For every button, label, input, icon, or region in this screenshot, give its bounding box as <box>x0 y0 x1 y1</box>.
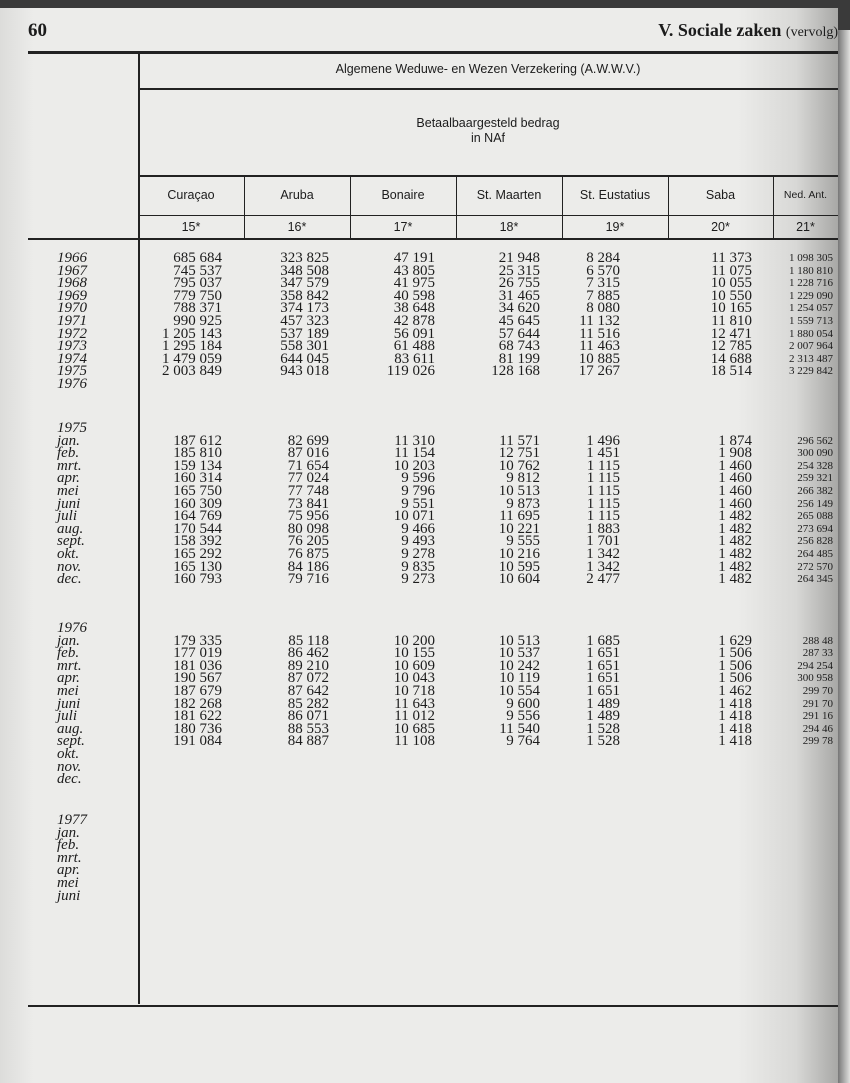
table-cell: 83 611 <box>394 350 435 367</box>
table-cell: 182 268 <box>173 695 222 712</box>
table-cell: 158 392 <box>173 533 222 550</box>
table-cell: 10 165 <box>710 300 752 317</box>
table-cell: 170 544 <box>173 520 222 537</box>
section-year-heading: 1975 <box>57 420 87 436</box>
row-label: sept. <box>57 733 85 750</box>
table-cell: 299 78 <box>802 735 833 748</box>
table-cell: 1 629 <box>718 632 752 649</box>
table-cell: 12 785 <box>710 338 752 355</box>
row-label: mei <box>57 875 79 891</box>
table-cell: 374 173 <box>280 300 329 317</box>
table-cell: 160 793 <box>173 571 222 588</box>
table-cell: 9 555 <box>506 533 540 550</box>
table-cell: 10 609 <box>393 657 435 674</box>
table-cell: 10 554 <box>498 683 540 699</box>
table-cell: 10 119 <box>499 670 540 687</box>
table-cell: 1 528 <box>586 733 620 750</box>
table-cell: 177 019 <box>173 645 222 662</box>
column-divider <box>244 176 245 239</box>
table-cell: 1 115 <box>586 470 620 487</box>
column-number: 17* <box>393 220 413 234</box>
table-cell: 9 812 <box>506 470 540 487</box>
table-cell: 159 134 <box>173 457 222 474</box>
table-cell: 165 130 <box>173 558 222 575</box>
row-label: apr. <box>57 862 80 879</box>
table-cell: 1 506 <box>718 670 752 687</box>
table-cell: 47 191 <box>393 250 435 266</box>
table-cell: 8 080 <box>586 300 620 317</box>
row-label: okt. <box>57 746 80 762</box>
column-divider <box>456 176 457 239</box>
row-label: 1967 <box>57 262 87 279</box>
table-cell: 180 736 <box>173 720 222 737</box>
table-cell: 2 313 487 <box>789 352 833 365</box>
title-rule <box>138 88 838 90</box>
table-cell: 265 088 <box>797 510 833 523</box>
table-cell: 11 310 <box>394 432 435 449</box>
row-label: 1974 <box>57 350 87 367</box>
table-cell: 85 118 <box>288 632 329 649</box>
table-cell: 1 880 054 <box>789 327 833 340</box>
table-cell: 9 596 <box>401 470 435 487</box>
column-header: Bonaire <box>381 188 425 202</box>
column-header: Curaçao <box>167 188 215 202</box>
table-cell: 14 688 <box>710 350 752 367</box>
table-cell: 1 482 <box>718 558 752 575</box>
table-cell: 1 701 <box>586 533 620 550</box>
table-cell: 9 278 <box>401 546 435 562</box>
table-cell: 11 810 <box>711 313 752 329</box>
table-cell: 273 694 <box>797 522 833 535</box>
table-cell: 10 155 <box>393 645 435 662</box>
table-cell: 85 282 <box>287 695 329 712</box>
table-cell: 323 825 <box>280 250 329 266</box>
table-cell: 795 037 <box>173 275 222 292</box>
table-cell: 558 301 <box>280 338 329 355</box>
row-label: 1972 <box>57 325 87 342</box>
table-cell: 190 567 <box>173 670 222 687</box>
table-cell: 179 335 <box>173 632 222 649</box>
table-cell: 10 885 <box>578 350 620 367</box>
table-cell: 84 186 <box>287 558 329 575</box>
table-cell: 1 098 305 <box>789 252 833 264</box>
table-cell: 10 537 <box>498 645 540 662</box>
column-header: Ned. Ant. <box>783 189 828 201</box>
table-cell: 11 516 <box>579 325 620 342</box>
table-cell: 84 887 <box>287 733 329 750</box>
table-cell: 10 043 <box>393 670 435 687</box>
document-page <box>0 8 838 1083</box>
section-title-suffix: (vervolg) <box>785 25 838 40</box>
table-cell: 537 189 <box>280 325 329 342</box>
table-cell: 256 149 <box>797 497 833 510</box>
column-number: 19* <box>605 220 625 234</box>
table-cell: 348 508 <box>280 262 329 279</box>
table-cell: 685 684 <box>173 250 222 266</box>
subtitle-line-1: Betaalbaargesteld bedrag <box>416 116 560 130</box>
table-cell: 10 200 <box>393 632 435 649</box>
section-year-heading: 1977 <box>57 812 87 828</box>
table-cell: 10 762 <box>498 457 540 474</box>
table-cell: 165 750 <box>173 483 222 499</box>
table-cell: 31 465 <box>498 287 540 304</box>
table-cell: 1 506 <box>718 657 752 674</box>
table-cell: 10 242 <box>498 657 540 674</box>
column-number: 18* <box>499 220 519 234</box>
table-cell: 9 835 <box>401 558 435 575</box>
table-cell: 1 496 <box>586 432 620 449</box>
table-cell: 40 598 <box>393 287 435 304</box>
table-cell: 1 479 059 <box>162 350 222 367</box>
table-cell: 187 612 <box>173 432 222 449</box>
table-cell: 68 743 <box>498 338 540 355</box>
subtitle-line-2: in NAf <box>470 131 506 145</box>
table-cell: 1 651 <box>586 645 620 662</box>
table-cell: 299 70 <box>802 685 833 697</box>
table-cell: 1 651 <box>586 670 620 687</box>
table-cell: 300 090 <box>797 447 833 460</box>
table-cell: 10 071 <box>393 508 435 525</box>
row-label: 1973 <box>57 338 87 355</box>
table-cell: 11 571 <box>499 432 540 449</box>
table-cell: 10 604 <box>498 571 540 588</box>
page-number: 60 <box>28 20 47 41</box>
section-title <box>658 20 838 41</box>
table-cell: 291 16 <box>802 710 833 723</box>
table-cell: 990 925 <box>173 313 222 329</box>
table-cell: 10 203 <box>393 457 435 474</box>
table-cell: 1 559 713 <box>789 315 833 327</box>
table-cell: 264 485 <box>797 548 833 560</box>
column-header: Aruba <box>280 188 314 202</box>
table-cell: 11 012 <box>394 708 435 725</box>
table-top-rule <box>28 51 838 54</box>
column-number: 21* <box>796 220 815 234</box>
column-divider <box>668 176 669 239</box>
table-cell: 1 460 <box>718 470 752 487</box>
table-cell: 10 216 <box>498 546 540 562</box>
table-cell: 81 199 <box>498 350 540 367</box>
table-cell: 2 003 849 <box>162 363 222 380</box>
table-cell: 9 493 <box>401 533 435 550</box>
row-label: 1968 <box>57 275 87 292</box>
table-cell: 259 321 <box>797 472 833 485</box>
table-cell: 42 878 <box>393 313 435 329</box>
row-label: apr. <box>57 670 80 687</box>
table-cell: 11 154 <box>394 445 435 462</box>
table-cell: 1 418 <box>718 708 752 725</box>
table-cell: 1 460 <box>718 495 752 512</box>
table-cell: 38 648 <box>393 300 435 317</box>
table-cell: 10 513 <box>498 632 540 649</box>
table-cell: 11 108 <box>394 733 435 750</box>
table-cell: 3 229 842 <box>789 365 833 378</box>
table-cell: 1 482 <box>718 533 752 550</box>
row-label: aug. <box>57 720 84 737</box>
row-label: juli <box>57 508 78 525</box>
table-cell: 7 315 <box>586 275 620 292</box>
table-cell: 80 098 <box>287 520 329 537</box>
column-header: Saba <box>705 188 736 202</box>
table-cell: 34 620 <box>498 300 540 317</box>
table-cell: 2 477 <box>586 571 620 588</box>
row-label: juni <box>57 695 81 712</box>
table-cell: 9 466 <box>401 520 435 537</box>
table-cell: 11 132 <box>579 313 620 329</box>
table-cell: 1 482 <box>718 520 752 537</box>
row-label: aug. <box>57 520 84 537</box>
table-cell: 1 115 <box>586 483 620 499</box>
row-label: 1966 <box>57 250 87 266</box>
table-cell: 1 418 <box>718 733 752 750</box>
table-cell: 296 562 <box>797 434 833 447</box>
table-cell: 1 342 <box>586 558 620 575</box>
table-cell: 1 482 <box>718 546 752 562</box>
table-cell: 77 024 <box>287 470 329 487</box>
table-cell: 1 908 <box>718 445 752 462</box>
row-label: mrt. <box>57 657 82 674</box>
table-cell: 1 451 <box>586 445 620 462</box>
row-label: juni <box>57 495 81 512</box>
table-cell: 77 748 <box>287 483 329 499</box>
table-cell: 87 642 <box>287 683 329 699</box>
table-cell: 191 084 <box>173 733 222 750</box>
row-label: nov. <box>57 558 82 575</box>
table-cell: 56 091 <box>393 325 435 342</box>
adjacent-page-edge <box>838 30 850 1083</box>
table-cell: 71 654 <box>287 457 329 474</box>
table-cell: 9 600 <box>506 695 540 712</box>
table-cell: 1 115 <box>586 457 620 474</box>
table-cell: 1 482 <box>718 508 752 525</box>
row-label: juli <box>57 708 78 725</box>
row-label: jan. <box>57 632 80 649</box>
table-cell: 89 210 <box>287 657 329 674</box>
table-cell: 8 284 <box>586 250 620 266</box>
table-cell: 1 528 <box>586 720 620 737</box>
row-label: feb. <box>57 445 80 462</box>
table-cell: 1 418 <box>718 720 752 737</box>
table-subtitle <box>138 116 838 146</box>
table-cell: 9 273 <box>401 571 435 588</box>
row-label: juni <box>57 887 81 904</box>
row-label: mrt. <box>57 457 82 474</box>
row-label: feb. <box>57 837 80 854</box>
table-cell: 9 764 <box>506 733 540 750</box>
table-cell: 79 716 <box>287 571 329 588</box>
row-label: 1975 <box>57 363 87 380</box>
column-divider <box>350 176 351 239</box>
table-cell: 294 46 <box>802 722 833 735</box>
table-cell: 1 651 <box>586 657 620 674</box>
row-label: mrt. <box>57 849 82 866</box>
table-cell: 41 975 <box>393 275 435 292</box>
table-cell: 644 045 <box>280 350 329 367</box>
row-label: jan. <box>57 432 80 449</box>
table-cell: 9 796 <box>401 483 435 499</box>
table-cell: 11 540 <box>499 720 540 737</box>
table-cell: 254 328 <box>797 459 833 472</box>
column-number: 20* <box>711 220 730 234</box>
table-cell: 21 948 <box>498 250 540 266</box>
row-label: nov. <box>57 758 82 775</box>
table-cell: 1 180 810 <box>789 264 833 277</box>
table-cell: 11 075 <box>711 262 752 279</box>
table-cell: 25 315 <box>498 262 540 279</box>
table-cell: 75 956 <box>287 508 329 525</box>
table-cell: 57 644 <box>498 325 540 342</box>
table-cell: 266 382 <box>797 485 833 497</box>
row-label: 1969 <box>57 287 87 304</box>
section-title-text: V. Sociale zaken <box>658 20 782 40</box>
table-cell: 73 841 <box>287 495 329 512</box>
table-cell: 943 018 <box>280 363 329 380</box>
table-cell: 287 33 <box>802 647 833 660</box>
table-cell: 10 685 <box>393 720 435 737</box>
table-cell: 160 309 <box>173 495 222 512</box>
table-cell: 264 345 <box>797 573 833 586</box>
table-cell: 256 828 <box>797 535 833 548</box>
table-cell: 76 875 <box>287 546 329 562</box>
table-cell: 788 371 <box>173 300 222 317</box>
row-label: apr. <box>57 470 80 487</box>
table-cell: 1 506 <box>718 645 752 662</box>
table-cell: 1 883 <box>586 520 620 537</box>
table-cell: 160 314 <box>173 470 222 487</box>
table-cell: 187 679 <box>173 683 222 699</box>
table-cell: 76 205 <box>287 533 329 550</box>
table-cell: 7 885 <box>586 287 620 304</box>
section-year-heading: 1976 <box>57 620 87 636</box>
row-label: 1976 <box>57 376 87 392</box>
table-cell: 86 071 <box>287 708 329 725</box>
table-cell: 457 323 <box>280 313 329 329</box>
table-cell: 18 514 <box>710 363 752 380</box>
table-cell: 45 645 <box>498 313 540 329</box>
table-cell: 10 513 <box>498 483 540 499</box>
column-number: 16* <box>287 220 307 234</box>
table-cell: 87 072 <box>287 670 329 687</box>
row-label: 1971 <box>57 313 87 329</box>
table-cell: 9 873 <box>506 495 540 512</box>
table-bottom-rule <box>28 1005 838 1007</box>
table-cell: 291 70 <box>802 697 833 710</box>
table-cell: 745 537 <box>173 262 222 279</box>
table-cell: 185 810 <box>173 445 222 462</box>
table-cell: 12 471 <box>710 325 752 342</box>
table-cell: 294 254 <box>797 659 833 672</box>
table-cell: 9 556 <box>506 708 540 725</box>
table-cell: 1 460 <box>718 457 752 474</box>
table-cell: 12 751 <box>498 445 540 462</box>
table-cell: 10 055 <box>710 275 752 292</box>
table-cell: 1 254 057 <box>789 302 833 315</box>
table-cell: 11 643 <box>394 695 435 712</box>
table-cell: 288 48 <box>802 634 833 647</box>
column-number: 15* <box>181 220 201 234</box>
table-cell: 1 228 716 <box>789 277 833 290</box>
table-cell: 181 622 <box>173 708 222 725</box>
row-label: sept. <box>57 533 85 550</box>
table-cell: 1 115 <box>586 508 620 525</box>
table-cell: 1 342 <box>586 546 620 562</box>
row-label: okt. <box>57 546 80 562</box>
table-cell: 1 462 <box>718 683 752 699</box>
table-cell: 10 595 <box>498 558 540 575</box>
table-cell: 10 221 <box>498 520 540 537</box>
table-cell: 82 699 <box>287 432 329 449</box>
table-cell: 11 463 <box>579 338 620 355</box>
table-cell: 11 695 <box>499 508 540 525</box>
table-cell: 26 755 <box>498 275 540 292</box>
row-label: feb. <box>57 645 80 662</box>
table-cell: 358 842 <box>280 287 329 304</box>
table-cell: 1 874 <box>718 432 752 449</box>
table-cell: 1 489 <box>586 695 620 712</box>
table-cell: 1 489 <box>586 708 620 725</box>
column-divider <box>562 176 563 239</box>
table-cell: 6 570 <box>586 262 620 279</box>
table-cell: 165 292 <box>173 546 222 562</box>
table-cell: 87 016 <box>287 445 329 462</box>
table-title: Algemene Weduwe- en Wezen Verzekering (A.W.W.V.) <box>335 62 641 76</box>
column-header: St. Eustatius <box>579 188 651 202</box>
table-cell: 1 651 <box>586 683 620 699</box>
table-cell: 2 007 964 <box>789 340 833 353</box>
row-label: jan. <box>57 824 80 841</box>
row-label: mei <box>57 683 79 699</box>
table-cell: 88 553 <box>287 720 329 737</box>
table-cell: 17 267 <box>578 363 620 380</box>
table-cell: 128 168 <box>491 363 540 380</box>
table-cell: 61 488 <box>393 338 435 355</box>
table-cell: 1 205 143 <box>162 325 222 342</box>
table-cell: 1 295 184 <box>162 338 222 355</box>
row-label: 1970 <box>57 300 87 317</box>
table-cell: 164 769 <box>173 508 222 525</box>
table-cell: 10 718 <box>393 683 435 699</box>
table-cell: 1 418 <box>718 695 752 712</box>
table-cell: 86 462 <box>287 645 329 662</box>
table-cell: 11 373 <box>711 250 752 266</box>
table-cell: 181 036 <box>173 657 222 674</box>
table-cell: 43 805 <box>393 262 435 279</box>
table-cell: 119 026 <box>386 363 435 380</box>
column-header: St. Maarten <box>476 188 542 202</box>
table-cell: 272 570 <box>797 560 833 573</box>
row-label: mei <box>57 483 79 499</box>
table-cell: 10 550 <box>710 287 752 304</box>
table-cell: 1 482 <box>718 571 752 588</box>
row-label: dec. <box>57 571 82 588</box>
table-cell: 779 750 <box>173 287 222 304</box>
table-cell: 1 685 <box>586 632 620 649</box>
table-cell: 1 229 090 <box>789 289 833 302</box>
table-cell: 347 579 <box>280 275 329 292</box>
table-cell: 1 460 <box>718 483 752 499</box>
row-label: dec. <box>57 771 82 788</box>
table-cell: 300 958 <box>797 672 833 685</box>
table-cell: 1 115 <box>586 495 620 512</box>
column-divider <box>773 176 774 239</box>
table-cell: 9 551 <box>401 495 435 512</box>
